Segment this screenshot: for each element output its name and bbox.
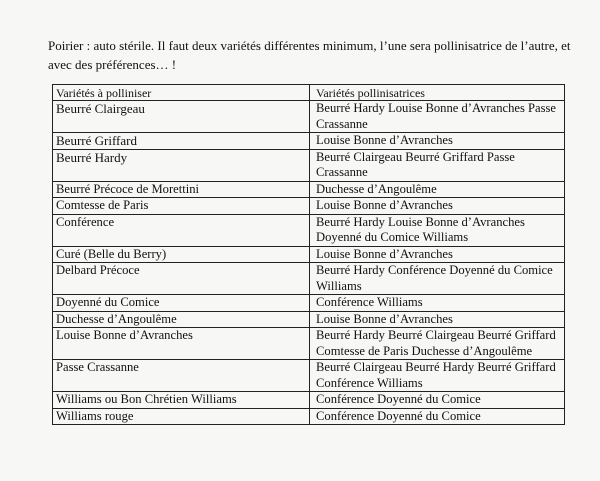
table-row [53,133,565,150]
variety-cell: Delbard Précoce [53,263,310,295]
variety-cell: Comtesse de Paris [53,198,310,215]
variety-cell: Beurré Clairgeau [53,101,310,133]
table-header-row [53,85,565,101]
table-row [53,181,565,198]
pollinators-cell: Louise Bonne d’Avranches [310,246,565,263]
pollinators-cell: Louise Bonne d’Avranches [310,311,565,328]
variety-cell: Doyenné du Comice [53,295,310,312]
pollinators-cell: Beurré Hardy Louise Bonne d’Avranches Doyenné du Comice Williams [310,214,565,246]
pollinators-cell: Louise Bonne d’Avranches [310,198,565,215]
pollinators-cell: Conférence Doyenné du Comice [310,408,565,425]
intro-paragraph: Poirier : auto stérile. Il faut deux variétés différentes minimum, l’une sera pollinisatrice de l’autre, et avec des préférences… ! [48,38,571,72]
pollinators-cell: Conférence Doyenné du Comice [310,392,565,409]
pollinators-cell: Conférence Williams [310,295,565,312]
table-row [53,360,565,392]
table-row [53,328,565,360]
pollinators-cell: Beurré Clairgeau Beurré Hardy Beurré Griffard Conférence Williams [310,360,565,392]
pollinators-cell: Beurré Hardy Beurré Clairgeau Beurré Griffard Comtesse de Paris Duchesse d’Angoulême [310,328,565,360]
table-row [53,101,565,133]
pollinators-cell: Duchesse d’Angoulême [310,181,565,198]
table-row [53,392,565,409]
pollinators-cell: Beurré Clairgeau Beurré Griffard Passe Crassanne [310,149,565,181]
table-row [53,408,565,425]
pollination-table [52,84,565,425]
variety-cell: Passe Crassanne [53,360,310,392]
variety-cell: Duchesse d’Angoulême [53,311,310,328]
table-row [53,198,565,215]
variety-cell: Conférence [53,214,310,246]
table-row [53,263,565,295]
pollinators-cell: Beurré Hardy Louise Bonne d’Avranches Passe Crassanne [310,101,565,133]
variety-cell: Beurré Griffard [53,133,310,150]
table-row [53,246,565,263]
variety-cell: Williams ou Bon Chrétien Williams [53,392,310,409]
table-row [53,295,565,312]
table-row [53,149,565,181]
table-row [53,214,565,246]
pollinators-cell: Louise Bonne d’Avranches [310,133,565,150]
variety-cell: Louise Bonne d’Avranches [53,328,310,360]
table-row [53,311,565,328]
variety-cell: Curé (Belle du Berry) [53,246,310,263]
pollinators-cell: Beurré Hardy Conférence Doyenné du Comice Williams [310,263,565,295]
header-pollinator-varieties: Variétés pollinisatrices [310,85,565,101]
header-varieties-to-pollinate: Variétés à polliniser [53,85,310,101]
variety-cell: Williams rouge [53,408,310,425]
variety-cell: Beurré Hardy [53,149,310,181]
variety-cell: Beurré Précoce de Morettini [53,181,310,198]
